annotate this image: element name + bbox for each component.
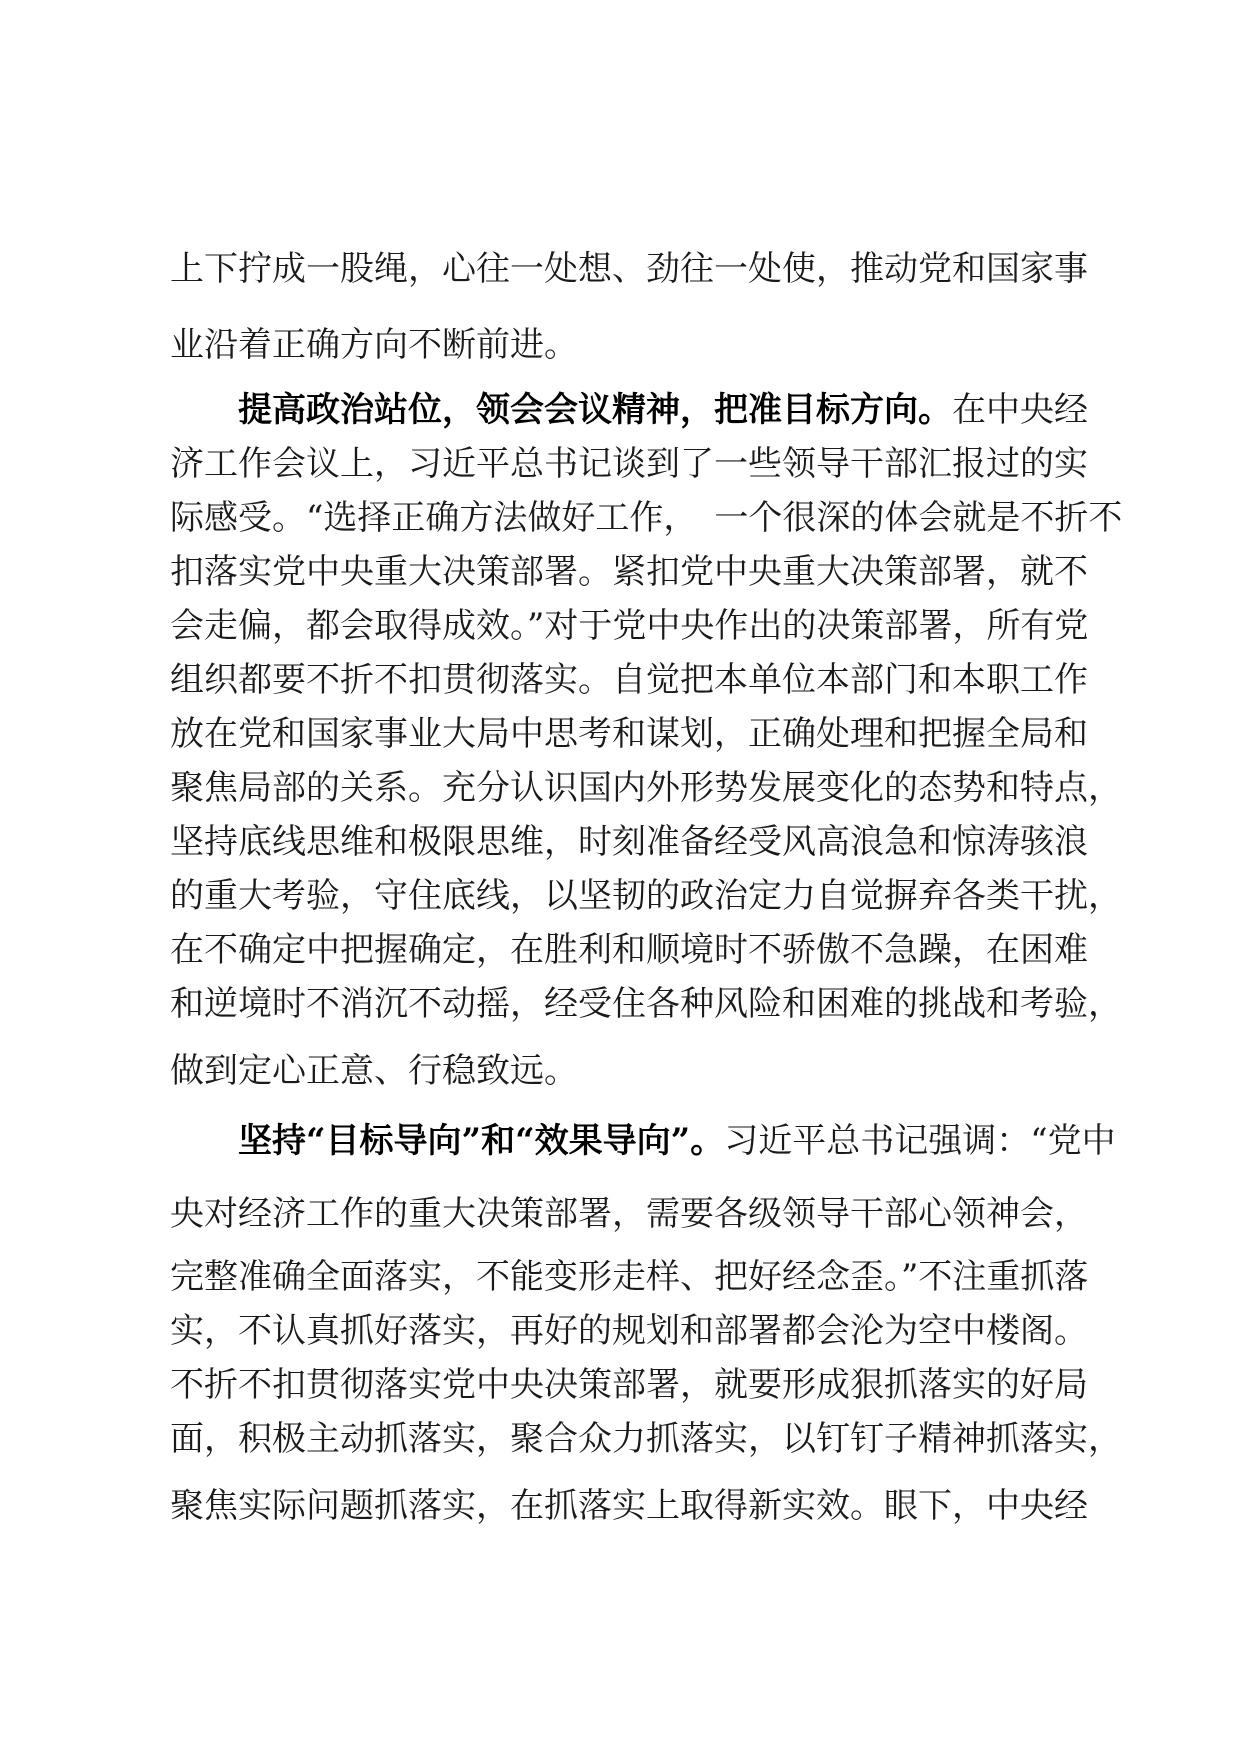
line-text: 央对经济工作的重大决策部署，需要各级领导干部心领神会， bbox=[170, 1194, 1088, 1234]
paragraph-heading: 坚持“目标导向”和“效果导向”。 bbox=[238, 1121, 725, 1161]
line-text: 习近平总书记强调：“党中 bbox=[724, 1121, 1116, 1161]
line-text: 业沿着正确方向不断前进。 bbox=[170, 325, 578, 365]
paragraph-heading-line bbox=[238, 384, 1088, 436]
paragraph-heading: 提高政治站位，领会会议精神，把准目标方向。 bbox=[238, 390, 952, 430]
line-text: 坚持底线思维和极限思维，时刻准备经受风高浪急和惊涛骇浪 bbox=[170, 822, 1088, 862]
text-line bbox=[170, 978, 1122, 1030]
line-text: 会走偏，都会取得成效。”对于党中央作出的决策部署，所有党 bbox=[170, 606, 1089, 646]
line-text: 完整准确全面落实，不能变形走样、把好经念歪。”不注重抓落 bbox=[170, 1257, 1089, 1297]
text-line bbox=[170, 816, 1088, 868]
line-text: 在中央经 bbox=[952, 390, 1088, 430]
text-line bbox=[170, 762, 1122, 814]
text-line bbox=[170, 870, 1122, 922]
text-line bbox=[170, 1251, 1089, 1303]
line-text: 放在党和国家事业大局中思考和谋划，正确处理和把握全局和 bbox=[170, 714, 1088, 754]
text-line bbox=[170, 924, 1088, 976]
line-text: 面，积极主动抓落实，聚合众力抓落实，以钉钉子精神抓落实， bbox=[170, 1419, 1122, 1459]
text-line bbox=[170, 654, 1088, 706]
line-text: 在不确定中把握确定，在胜利和顺境时不骄傲不急躁，在困难 bbox=[170, 930, 1088, 970]
text-line bbox=[170, 1480, 1088, 1532]
line-text: 的重大考验，守住底线，以坚韧的政治定力自觉摒弃各类干扰， bbox=[170, 876, 1122, 916]
line-text: 不折不扣贯彻落实党中央决策部署，就要形成狠抓落实的好局 bbox=[170, 1365, 1088, 1405]
text-line bbox=[170, 1188, 1088, 1240]
paragraph-heading-line bbox=[238, 1115, 1116, 1167]
text-line bbox=[170, 708, 1088, 760]
text-line bbox=[170, 1305, 1088, 1357]
line-text: 聚焦局部的关系。充分认识国内外形势发展变化的态势和特点， bbox=[170, 768, 1122, 808]
line-text: 上下拧成一股绳，心往一处想、劲往一处使，推动党和国家事 bbox=[170, 249, 1088, 289]
text-line bbox=[170, 1045, 1080, 1097]
text-line bbox=[170, 1413, 1122, 1465]
line-text: 实，不认真抓好落实，再好的规划和部署都会沦为空中楼阁。 bbox=[170, 1311, 1088, 1351]
line-text: 聚焦实际问题抓落实，在抓落实上取得新实效。眼下，中央经 bbox=[170, 1486, 1088, 1526]
line-text: 扣落实党中央重大决策部署。紧扣党中央重大决策部署，就不 bbox=[170, 552, 1088, 592]
line-text: 做到定心正意、行稳致远。 bbox=[170, 1051, 578, 1091]
line-text: 组织都要不折不扣贯彻落实。自觉把本单位本部门和本职工作 bbox=[170, 660, 1088, 700]
text-line bbox=[170, 319, 1080, 371]
text-line bbox=[170, 492, 1123, 544]
text-line bbox=[170, 243, 1088, 295]
line-text: 际感受。“选择正确方法做好工作， 一个很深的体会就是不折不 bbox=[170, 498, 1123, 538]
text-line bbox=[170, 438, 1088, 490]
line-text: 济工作会议上，习近平总书记谈到了一些领导干部汇报过的实 bbox=[170, 444, 1088, 484]
text-line bbox=[170, 600, 1089, 652]
text-line bbox=[170, 546, 1088, 598]
text-line bbox=[170, 1359, 1088, 1411]
line-text: 和逆境时不消沉不动摇，经受住各种风险和困难的挑战和考验， bbox=[170, 984, 1122, 1024]
